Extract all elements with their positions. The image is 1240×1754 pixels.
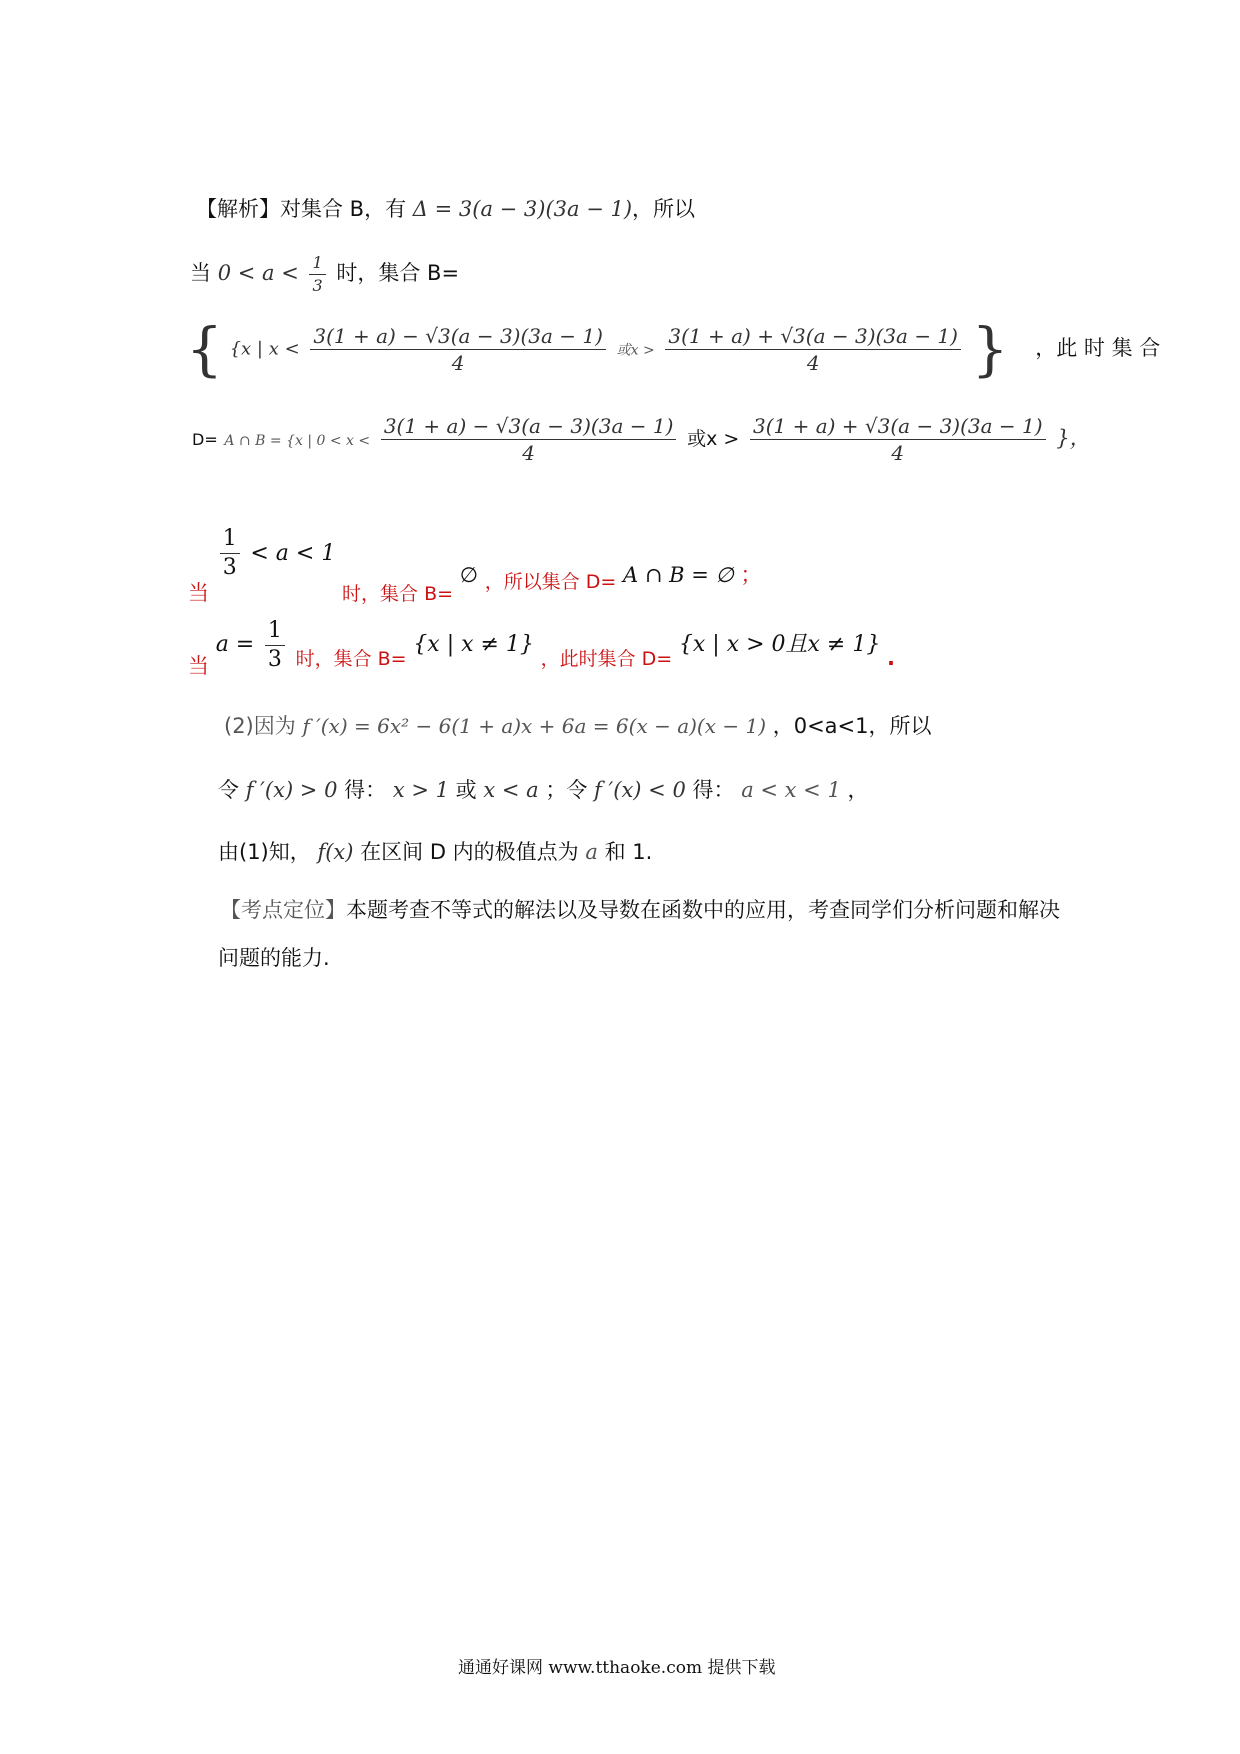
delta-expression: Δ = 3(a − 3)(3a − 1): [412, 197, 633, 221]
setD-fraction-2: [750, 416, 1046, 463]
setB-fraction-2: [665, 323, 961, 375]
let-text-2: ；令: [545, 778, 588, 802]
d-expr: A ∩ B = {x | 0 < x <: [224, 433, 371, 449]
frac-num: 3(1 + a) + √3(a − 3)(3a − 1): [665, 326, 961, 350]
part2-line2: [218, 780, 869, 801]
case3-prefix: 当: [188, 654, 209, 678]
case2-line: [188, 528, 761, 604]
analysis-intro: 对集合 B，有: [280, 197, 407, 221]
setD-close: }，: [1056, 426, 1091, 450]
analysis-line: [196, 199, 695, 220]
frac-num: 1: [220, 528, 240, 554]
d-label: D=: [192, 430, 218, 449]
exam-point-tag: 【考点定位】: [220, 898, 346, 922]
case1-prefix: 当: [190, 261, 211, 285]
case1-cond: 0 < a <: [217, 261, 299, 285]
case3-line: [188, 620, 895, 677]
extrema-text: 在区间 D 内的极值点为: [360, 840, 579, 864]
setB-or: 或x >: [616, 342, 655, 359]
setD-or: 或x >: [687, 428, 740, 450]
footer: [458, 1660, 775, 1677]
case2-text2: ，所以集合 D=: [484, 571, 617, 593]
frac-num: 1: [309, 255, 325, 275]
get-text: 得：: [344, 778, 387, 802]
get-text-2: 得：: [692, 778, 735, 802]
frac-num: 3(1 + a) + √3(a − 3)(3a − 1): [750, 416, 1046, 440]
frac-den: 4: [522, 441, 535, 465]
frac-den: 3: [267, 647, 282, 672]
case1-setB: [186, 315, 1161, 383]
exam-point-line1: [220, 900, 1060, 921]
setB-open: {x | x <: [229, 338, 300, 360]
sol-2: x < a: [483, 778, 539, 802]
frac-den: 4: [451, 350, 465, 375]
sol-1: x > 1: [392, 778, 449, 802]
case3-setB: {x | x ≠ 1}: [413, 632, 534, 657]
let-text: 令: [218, 778, 239, 802]
extrema-a: a: [585, 840, 598, 864]
derivative-expression: f ′(x) = 6x² − 6(1 + a)x + 6a = 6(x − a)(x − 1): [302, 714, 767, 738]
frac-num: 1: [265, 620, 285, 646]
case2-text1: 时，集合 B=: [342, 583, 454, 605]
frac-num: 3(1 + a) − √3(a − 3)(3a − 1): [381, 416, 677, 440]
part2-line3: [218, 842, 652, 863]
ineq-pos: f ′(x) > 0: [245, 778, 338, 802]
frac-num: 3(1 + a) − √3(a − 3)(3a − 1): [310, 326, 606, 350]
exam-point-text-2: 问题的能力.: [218, 946, 330, 970]
footer-text: 通通好课网 www.tthaoke.com 提供下载: [458, 1658, 776, 1678]
case2-prefix: 当: [188, 581, 209, 605]
case2-fraction: [220, 528, 240, 579]
part2-line1: [224, 716, 932, 737]
case1-setD: [192, 416, 1091, 463]
case3-fraction: [265, 620, 285, 671]
exam-point-line2: [218, 948, 330, 969]
case2-expr: A ∩ B = ∅: [622, 563, 734, 587]
case2-cond: < a < 1: [250, 541, 336, 566]
case3-text2: ，此时集合 D=: [540, 648, 673, 670]
case1-fraction: [309, 255, 325, 294]
frac-den: 3: [222, 555, 237, 580]
frac-den: 3: [312, 276, 323, 295]
exam-point-text: 本题考查不等式的解法以及导数在函数中的应用，考查同学们分析问题和解决: [346, 898, 1060, 922]
comma: ，: [847, 778, 869, 802]
case3-text1: 时，集合 B=: [295, 648, 407, 670]
right-brace: }: [971, 315, 1009, 383]
function-f: f(x): [317, 840, 354, 864]
empty-set-symbol: ∅: [459, 563, 479, 587]
frac-den: 4: [891, 441, 905, 465]
ineq-neg: f ′(x) < 0: [594, 778, 686, 802]
or-text: 或: [455, 778, 477, 802]
sol-3: a < x < 1: [741, 778, 841, 802]
from-text: 由(1)知，: [218, 840, 311, 864]
part2-tail: ，0<a<1，所以: [772, 714, 932, 738]
setD-fraction-1: [381, 416, 677, 463]
case1-after: ，此 时 集 合: [1035, 335, 1161, 360]
case2-end: ；: [740, 563, 762, 587]
case1-cond-suffix: 时，集合 B=: [336, 261, 460, 285]
case3-cond: a =: [215, 632, 255, 657]
case3-end: .: [887, 646, 896, 670]
extrema-one: 和 1.: [604, 840, 653, 864]
case1-condition: [190, 255, 459, 294]
left-brace: {: [186, 315, 223, 383]
analysis-tag: 【解析】: [196, 197, 280, 221]
part2-lead: (2)因为: [224, 714, 296, 738]
analysis-suffix: ，所以: [632, 197, 696, 221]
frac-den: 4: [806, 350, 820, 375]
setB-fraction-1: [310, 323, 606, 375]
case3-setD: {x | x > 0且x ≠ 1}: [678, 632, 881, 657]
